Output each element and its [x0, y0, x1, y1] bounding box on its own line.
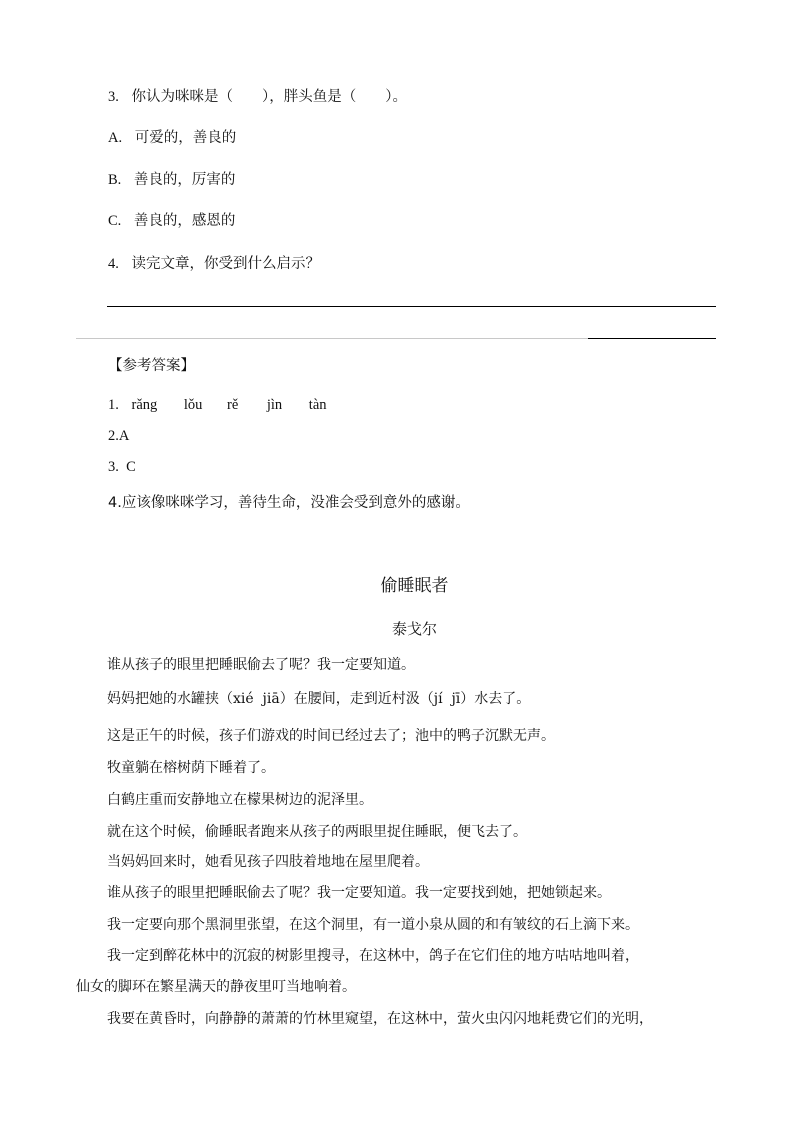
option-b-text: 善良的，厉害的	[133, 172, 236, 188]
poem-line: 这是正午的时候，孩子们游戏的时间已经过去了；池中的鸭子沉默无声。	[107, 728, 555, 744]
answer-1-number: 1.	[108, 397, 119, 413]
answer-line	[107, 306, 716, 307]
option-b-letter: B.	[108, 172, 122, 188]
answer-2: 2.A	[108, 428, 130, 444]
answers-heading: 【参考答案】	[108, 358, 195, 374]
question-4-text: 读完文章，你受到什么启示？	[131, 256, 320, 272]
pinyin-3: rě	[227, 397, 239, 413]
poem-line: 我要在黄昏时，向静静的萧萧的竹林里窥望，在这林中，萤火虫闪闪地耗费它们的光明，	[107, 1011, 653, 1027]
poem-line: 妈妈把她的水罐挟（xié jiā）在腰间，走到近村汲（jí jī）水去了。	[107, 691, 531, 707]
poem-line: 就在这个时候，偷睡眠者跑来从孩子的两眼里捉住睡眠，便飞去了。	[107, 824, 527, 840]
poem-line: 谁从孩子的眼里把睡眠偷去了呢？我一定要知道。我一定要找到她，把她锁起来。	[107, 885, 611, 901]
option-c-letter: C.	[108, 213, 122, 229]
poem-line: 白鹤庄重而安静地立在檬果树边的泥泽里。	[107, 792, 373, 808]
answer-3: 3. C	[108, 459, 136, 475]
poem-line: 仙女的脚环在繁星满天的静夜里叮当地响着。	[76, 979, 356, 995]
question-3-text: 你认为咪咪是（ ），胖头鱼是（ ）。	[131, 89, 407, 105]
option-c	[108, 212, 235, 230]
poem-line: 牧童躺在榕树荫下睡着了。	[107, 760, 275, 776]
pinyin-5: tàn	[308, 397, 327, 413]
question-4	[108, 255, 320, 273]
poem-line: 当妈妈回来时，她看见孩子四肢着地地在屋里爬着。	[107, 854, 429, 870]
poem-line: 我一定到醉花林中的沉寂的树影里搜寻，在这林中，鸽子在它们住的地方咕咕地叫着，	[107, 948, 639, 964]
question-4-number: 4.	[108, 256, 119, 272]
answer-4: 4.应该像咪咪学习，善待生命，没准会受到意外的感谢。	[108, 495, 470, 511]
option-a-letter: A.	[108, 130, 123, 146]
option-b	[108, 171, 235, 189]
poem-title: 偷睡眠者	[380, 576, 449, 596]
section-divider-end	[588, 338, 716, 339]
pinyin-1: rǎng	[131, 397, 158, 413]
question-3-number: 3.	[108, 89, 119, 105]
pinyin-2: lǒu	[183, 397, 203, 413]
poem-author: 泰戈尔	[391, 620, 437, 638]
poem-line: 我一定要向那个黑洞里张望，在这个洞里，有一道小泉从圆的和有皱纹的石上滴下来。	[107, 917, 639, 933]
option-a-text: 可爱的，善良的	[134, 130, 237, 146]
option-a	[108, 129, 236, 147]
section-divider	[76, 338, 588, 339]
question-3	[108, 88, 407, 106]
option-c-text: 善良的，感恩的	[133, 213, 236, 229]
answer-1	[108, 396, 327, 414]
poem-line: 谁从孩子的眼里把睡眠偷去了呢？我一定要知道。	[107, 657, 415, 673]
pinyin-4: jìn	[266, 397, 283, 413]
